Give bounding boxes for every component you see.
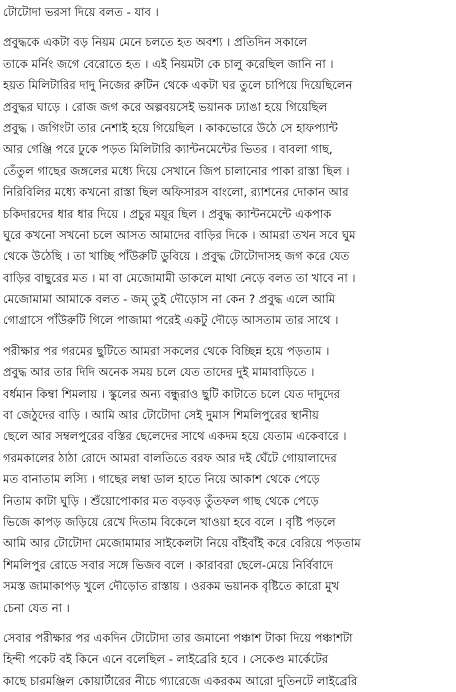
document-page [3,2,453,692]
text-line: টোটোদা ভরসা দিয়ে বলত - যাব । [3,5,159,19]
text-line: তেঁতুল গাছের জঙ্গলের মধ্যে দিয়ে সেখানে জিপ চালানোর পাকা রাস্তা ছিল । [3,163,350,178]
paragraph-gap [3,23,453,32]
text-line: গরমকালের ঠাঠা রোদে আমরা বালতিতে বরফ আর দই ঘেঁটে গোয়ালাদের [3,450,337,465]
paragraph-2 [3,32,453,331]
text-line: সেবার পরীক্ষার পর একদিন টোটোদা তার জমানো পঞ্চাশ টাকা দিয়ে পঞ্চাশটা [3,630,353,645]
text-line: তাকে মর্নিং জগে বেরোতে হত । এই নিয়মটা কে চালু করেছিল জানি না । [3,56,334,71]
text-line: কাছে চারমঞ্জিল কোয়ার্টারের নীচে গ্যারেজে একরকম আরো দুতিনটে লাইব্রেরি [3,673,358,688]
text-line: শিমলিপুর রোডে সবার সঙ্গে ভিজব বলে । কারাবরা ছেলে-মেয়ে নির্বিবাদে [3,557,333,572]
text-line: ঘুরে কখনো সখনো চলে আসত আমাদের বাড়ির দিকে । আমরা তখন সবে ঘুম [3,227,356,242]
paragraph-gap [3,332,453,341]
paragraph-4 [3,628,453,692]
text-line: হিন্দী পকেট বই কিনে এনে বলেছিল - লাইব্রেরি হবে । সেকেণ্ড মার্কেটের [3,652,329,667]
text-line: প্রবুদ্ধ । জগিংটা তার নেশাই হয়ে গিয়েছিল । কাকভোরে উঠে সে হাফপ্যান্ট [3,120,338,135]
text-line: প্রবুদ্ধ আর তার দিদি অনেক সময় চলে যেত তাদের দুই মামাবাড়িতে । [3,365,315,380]
text-line: পরীক্ষার পর গরমের ছুটিতে আমরা সকলের থেকে বিচ্ছিন্ন হয়ে পড়তাম । [3,343,330,358]
text-line: মত বানাতাম লস্যি । গাছের লম্বা ডাল হাতে নিয়ে আকাশ থেকে পেড়ে [3,472,320,487]
text-line: প্রবুদ্ধর ঘাড়ে । রোজ জগ করে অল্পবয়সেই ভয়ানক ঢ্যাঙা হয়ে গিয়েছিল [3,99,328,114]
paragraph-gap [3,619,453,628]
text-line: গোগ্রাসে পাঁউরুটি গিলে পাজামা পরেই একটু দৌড়ে আসতাম তার সাথে । [3,313,339,328]
text-line: প্রবুদ্ধকে একটা বড় নিয়ম মেনে চলতে হত অবশ্য । প্রতিদিন সকালে [3,35,308,50]
text-line: থেকে উঠেছি । তা খাচ্ছি পাঁউরুটি ডুবিয়ে । প্রবুদ্ধ টোটোদাসহ জগ করে যেত [3,249,350,264]
text-line: নিতাম কাটা ঘুড়ি । শুঁয়োপোকার মত বড়বড় তুঁতফল গাছ থেকে পেড়ে [3,493,319,508]
text-line: বা জেঠুদের বাড়ি । আমি আর টোটোদা সেই দুমাস শিমলিপুরের স্থানীয় [3,408,319,423]
text-line: হয়ত মিলিটারির দাদু নিজের রুটিন থেকে একটা ঘর তুলে চাপিয়ে দিয়েছিলেন [3,78,353,93]
paragraph-3 [3,341,453,619]
text-line: ছেলে আর সম্বলপুরের বস্তির ছেলেদের সাথে একদম হয়ে যেতাম একেবারে । [3,429,347,444]
text-line: চেনা যেত না । [3,600,70,615]
text-line: মেজোমামা আমাকে বলত - জম্ তুই দৌড়োস না কেন ? প্রবুদ্ধ এলে আমি [3,292,336,307]
text-line: আমি আর টোটোদা মেজোমামার সাইকেলটা নিয়ে বাঁইবাঁই করে বেরিয়ে পড়তাম [3,536,361,551]
text-line: নিরিবিলির মধ্যে কখনো রাস্তা ছিল অফিসারস বাংলো, র‍্যাশনের দোকান আর [3,185,349,200]
text-line: চকিদারদের ধার ধার দিয়ে । প্রচুর ময়ূর ছিল । প্রবুদ্ধ ক্যান্টনমেন্টে একপাক [3,206,332,221]
text-line: আর গেঞ্জি পরে ঢুকে পড়ত মিলিটারি ক্যান্টনমেন্টের ভিতর । বাবলা গাছ, [3,142,333,157]
text-line: বাড়ির বাছুরের মত । মা বা মেজোমামী ডাকলে মাথা নেড়ে বলত তা খাবে না । [3,270,356,285]
paragraph-1 [3,2,453,23]
text-line: সমস্ত জামাকাপড় খুলে দৌড়োত রাস্তায় । ওরকম ভয়ানক বৃষ্টিতে কারো মুখ [3,579,340,594]
text-line: বর্ধমান কিম্বা শিমলায় । স্কুলের অন্য বন্ধুরাও ছুটি কাটাতে চলে যেত দাদুদের [3,386,341,401]
text-line: ভিজে কাপড় জড়িয়ে রেখে দিতাম বিকেলে খাওয়া হবে বলে । বৃষ্টি পড়লে [3,514,336,529]
